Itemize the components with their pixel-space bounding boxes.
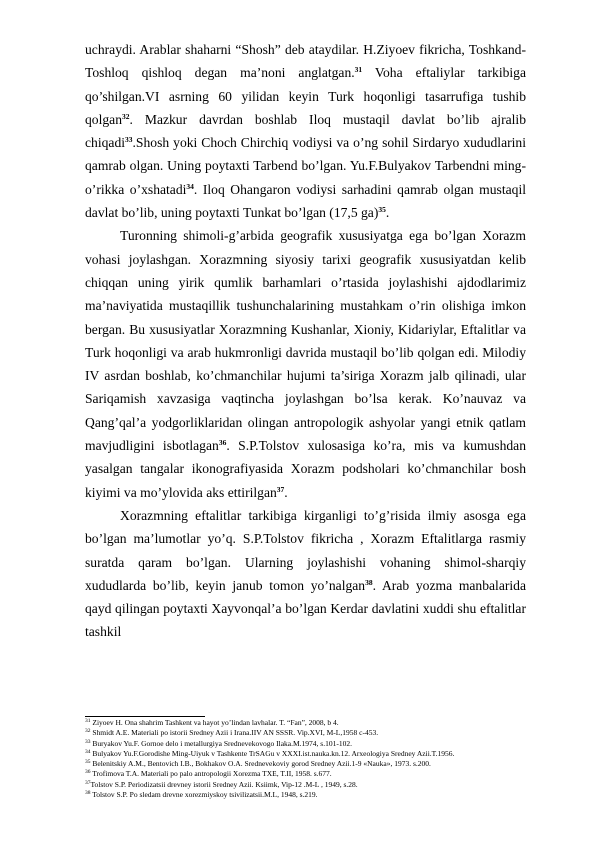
footnote-ref[interactable]: 37	[276, 484, 285, 494]
footnote-text: Shmidt A.E. Materiali po istorii Sredney Azii i Irana.IIV AN SSSR. Vip.XVI, M-L,1958 c-453.	[90, 728, 379, 738]
paragraph-text: Xorazmning eftalitlar tarkibiga kirganligi to’g’risida ilmiy asosga ega bo’lgan ma’lumotlar yo’q. S.P.Tolstov fikricha , Xorazm Eftalitlarga rasmiy suratda qaram bo’lgan. Ularning joylashishi vohaning shimol-sharqiy xududlarda bo’lib, keyin janub tomon yo’nalgan	[85, 507, 526, 593]
paragraph	[85, 38, 526, 224]
footnote-ref[interactable]: 33	[125, 135, 133, 145]
footnote-text: Trofimova T.A. Materiali po palo antropologii Xorezma TXE, T.II, 1958. s.677.	[90, 769, 332, 779]
footnotes	[85, 718, 526, 800]
footnote	[85, 718, 526, 728]
paragraph-text: . Mazkur davrdan boshlab Iloq mustaqil davlat bo’lib ajralib chiqadi	[85, 111, 526, 151]
paragraph-text: .	[284, 484, 288, 500]
footnote-ref[interactable]: 38	[365, 577, 373, 587]
footnote-number: 34	[85, 748, 91, 755]
paragraph	[85, 224, 526, 504]
footnote-number: 31	[85, 718, 91, 724]
footnote	[85, 749, 526, 759]
footnote-text: Tolstov S.P. Periodizatsii drevney istorii Sredney Azii. Ksiimk, Vip-12 .M-L , 1949, s.28.	[90, 779, 358, 789]
footnote	[85, 769, 526, 779]
footnote	[85, 728, 526, 738]
footnote-text: Ziyoev H. Ona shahrim Tashkent va hayot yo’lindan lavhalar. T. “Fan”, 2008, b 4.	[90, 718, 339, 727]
paragraph-text: Voha eftaliylar tarkibiga qo’shilgan.VI asrning 60 yilidan keyin Turk hoqonligi tasarrufiga tushib qolgan	[85, 65, 527, 127]
paragraph-text: .	[385, 205, 390, 221]
footnote	[85, 759, 526, 769]
footnote-divider	[85, 716, 205, 717]
footnote-text: Tolstov S.P. Po sledam drevne xorezmiyskoy tsivilizatsii.M.L, 1948, s.219.	[90, 790, 318, 800]
paragraph-text: . S.P.Tolstov xulosasiga ko’ra, mis va kumushdan yasalgan tangalar ikonografiyasida Xorazm podsholari ko’chmanchilar bosh kiyimi va mo’ylovida aks ettirilgan	[85, 438, 527, 500]
footnote-ref[interactable]: 32	[122, 111, 130, 121]
footnote-ref[interactable]: 36	[218, 438, 227, 448]
footnote	[85, 780, 526, 790]
footnote-number: 33	[85, 738, 91, 745]
paragraph-text: . Arab yozma manbalarida qayd qilingan poytaxti Xayvonqal’a bo’lgan Kerdar davlatini xuddi shu eftalitlar tashkil	[85, 577, 526, 640]
footnote	[85, 790, 526, 800]
paragraph-text: .Shosh yoki Choch Chirchiq vodiysi va o’ng sohil Sirdaryo xududlarini qamrab olgan. Uning poytaxti Tarbend bo’lgan. Yu.F.Bulyakov Tarbendni ming-o’rikka o’xshatadi	[85, 135, 526, 197]
footnote-text: Belenitskiy A.M., Bentovich I.B., Bokhakov O.A. Srednevekoviy gorod Sredney Azii.1-9 «Nauka», 1973. s.200.	[90, 759, 431, 769]
footnote-number: 37	[85, 779, 91, 786]
paragraph	[85, 504, 526, 644]
footnote-number: 32	[85, 728, 91, 735]
footnote-ref[interactable]: 31	[354, 65, 363, 75]
footnote-number: 35	[85, 759, 91, 766]
paragraph-text: uchraydi. Arablar shaharni “Shosh” deb ataydilar. H.Ziyoev fikricha, Toshkand-Toshloq qishloq degan ma’noni anglatgan.	[85, 42, 526, 81]
footnote-ref[interactable]: 34	[186, 181, 194, 191]
footnote-number: 36	[85, 769, 91, 776]
footnote	[85, 739, 526, 749]
paragraph-text: . Iloq Ohangaron vodiysi sarhadini qamrab olgan mustaqil davlat bo’lib, uning poytaxti Tunkat bo’lgan (17,5 ga)	[85, 181, 527, 221]
footnote-text: Bulyakov Yu.F.Gorodishe Ming-Uiyuk v Tashkente TrSAGu v XXXI.ist.nauka.kn.12. Arxeologiya Sredney Azii.T.1956.	[90, 748, 455, 758]
footnote-number: 38	[85, 790, 91, 797]
paragraph-text: Turonning shimoli-g’arbida geografik xususiyatga ega bo’lgan Xorazm vohasi joylashgan. Xorazmning siyosiy tarixi geografik xususiyatdan kelib chiqqan uning yirik qumlik barhamlari o’rtasida joylashishi ajdodlarimiz ma’naviyatida mustaqillik tushunchalarining mustahkam o’rin olishiga imkon bergan. Bu xususiyatlar Xorazmning Kushanlar, Xioniy, Kidariylar, Eftalitlar va Turk hoqonligi va arab hukmronligi davrida mustaqil bo’lib qolgan edi. Milodiy IV asrdan boshlab, ko’chmanchilar hujumi ta’siriga Xorazm jalb qilinadi, ular Sariqamish xavzasiga vaqtincha joylashgan bo’lsa kerak. Ko’nauvaz va Qang’qal’a yodgorliklaridan olingan antropologik ashyolar yangi etnik qatlam mavjudligini isbotlagan	[85, 228, 526, 454]
main-text	[85, 38, 526, 644]
footnote-ref[interactable]: 35	[378, 205, 386, 215]
footnote-text: Buryakov Yu.F. Gornoe delo i metallurgiya Srednevekovogo Ilaka.M.1974, s.101-102.	[90, 738, 352, 748]
